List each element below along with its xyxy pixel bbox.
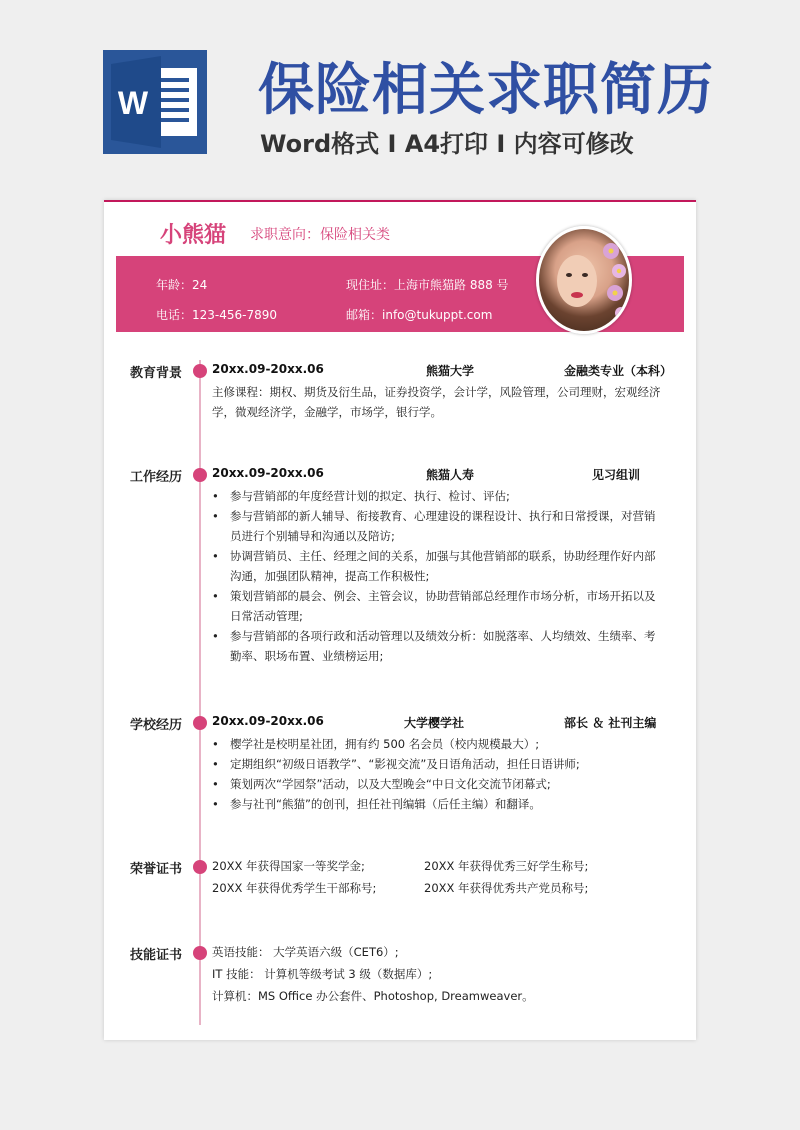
school-org: 大学樱学社 [404,716,465,730]
education-label: 教育背景 [130,366,183,381]
timeline-dot [193,364,207,378]
email-field: 邮箱：info@tukuppt.com [346,308,493,322]
bullet-dot: • [212,509,219,523]
sheet-top-rule [104,200,696,202]
banner-title: 保险相关求职简历 [258,58,714,123]
list-item: • 参与营销部的新人辅导、衔接教育、心理建设的课程设计、执行和日常授课，对营销员进行个别辅导和沟通以及陪访; [212,506,664,546]
list-item: • 参与营销部的各项行政和活动管理以及绩效分析：如脱落率、人均绩效、生绩率、考勤率、职场布置、业绩榜运用; [212,626,664,666]
resume-sheet [104,200,696,1040]
honor-item: 20XX 年获得优秀学生干部称号; [212,881,377,895]
skills-label: 技能证书 [130,948,183,963]
bullet-dot: • [212,589,219,603]
timeline-dot [193,716,207,730]
work-role: 见习组训 [592,468,641,482]
skill-line: 英语技能： 大学英语六级（CET6）; [212,945,399,959]
skill-line: 计算机：MS Office 办公套件、Photoshop, Dreamweaver。 [212,989,534,1003]
logo-letter: W [117,85,149,121]
work-label: 工作经历 [130,470,183,485]
timeline-dot [193,946,207,960]
list-item: • 策划两次“学园祭”活动，以及大型晚会“中日文化交流节闭幕式; [212,774,664,794]
bullet-dot: • [212,797,219,811]
school-activities [212,734,664,814]
list-item: • 策划营销部的晨会、例会、主管会议，协助营销部总经理作市场分析，市场开拓以及日常活动管理; [212,586,664,626]
list-item: • 参与营销部的年度经营计划的拟定、执行、检讨、评估; [212,486,664,506]
phone-field: 电话：123-456-7890 [156,308,278,322]
honors-label: 荣誉证书 [130,862,183,877]
list-item: • 樱学社是校明星社团，拥有约 500 名会员（校内规模最大）; [212,734,664,754]
skill-line: IT 技能： 计算机等级考试 3 级（数据库）; [212,967,433,981]
age-field: 年龄：24 [156,278,208,292]
timeline-line [199,360,201,1025]
bullet-dot: • [212,629,219,643]
honor-item: 20XX 年获得国家一等奖学金; [212,859,365,873]
list-item: • 协调营销员、主任、经理之间的关系，加强与其他营销部的联系，协助经理作好内部沟通，加强团队精神，提高工作积极性; [212,546,664,586]
profile-photo [536,226,632,334]
list-item: • 参与社刊“熊猫”的创刊，担任社刊编辑（后任主编）和翻译。 [212,794,664,814]
banner-subtitle: Word格式 I A4打印 I 内容可修改 [260,130,634,158]
timeline-dot [193,860,207,874]
honor-item: 20XX 年获得优秀共产党员称号; [424,881,589,895]
work-company: 熊猫人寿 [426,468,475,482]
bullet-dot: • [212,777,219,791]
timeline-dot [193,468,207,482]
school-date: 20xx.09-20xx.06 [212,714,324,728]
education-courses: 主修课程：期权、期货及衍生品，证券投资学，会计学，风险管理，公司理财，宏观经济学，微观经济学，金融学，市场学，银行学。 [212,385,661,419]
word-logo-icon [103,50,207,154]
candidate-name: 小熊猫 [160,223,227,248]
bullet-dot: • [212,489,219,503]
work-duties [212,486,664,666]
list-item: • 定期组织“初级日语教学”、“影视交流”及日语角活动，担任日语讲师; [212,754,664,774]
bullet-dot: • [212,737,219,751]
education-date: 20xx.09-20xx.06 [212,362,324,376]
job-intent: 求职意向：保险相关类 [250,227,390,243]
bullet-dot: • [212,549,219,563]
address-field: 现住址：上海市熊猫路 888 号 [346,278,509,292]
work-date: 20xx.09-20xx.06 [212,466,324,480]
school-label: 学校经历 [130,718,183,733]
honor-item: 20XX 年获得优秀三好学生称号; [424,859,589,873]
bullet-dot: • [212,757,219,771]
education-school: 熊猫大学 [426,364,475,378]
education-major: 金融类专业（本科） [564,364,673,378]
school-role: 部长 ＆ 社刊主编 [564,716,657,730]
